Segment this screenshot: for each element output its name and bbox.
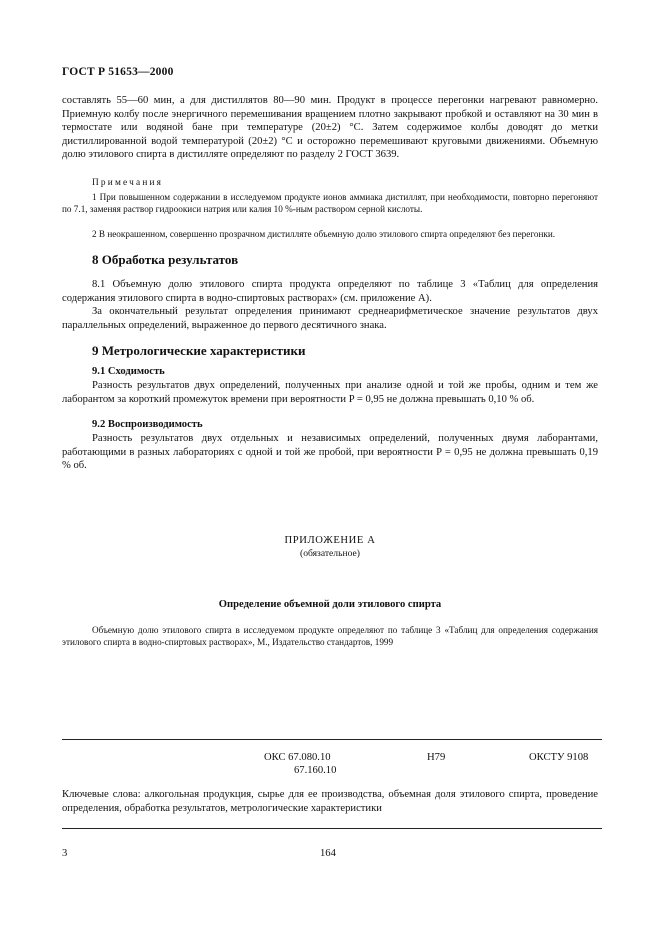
appendix-text: Объемную долю этилового спирта в исследуемом продукте определяют по таблице 3 «Таблиц для определения содержания этилового спирта в водно-спиртовых растворах», М., Издательство стандартов, 1999	[62, 625, 598, 647]
subsection-9-1-title: 9.1 Сходимость	[92, 366, 165, 377]
notes-label: Примечания	[92, 178, 164, 188]
note-2: 2 В неокрашенном, совершенно прозрачном дистилляте объемную долю этилового спирта определяют без перегонки.	[92, 229, 556, 239]
note-1: 1 При повышенном содержании в исследуемом продукте ионов аммиака дистиллят, при необходимости, повторно перегоняют по 7.1, заменяя раствор гидроокиси натрия или калия 10 %-ным раствором серной кислоты.	[62, 192, 598, 214]
top-divider	[62, 739, 602, 740]
page-number-left: 3	[62, 848, 68, 859]
section-8-paragraph-1: 8.1 Объемную долю этилового спирта продукта определяют по таблице 3 «Таблиц для определения содержания этилового спирта в водно-спиртовых растворах» (см. приложение А).	[62, 279, 598, 304]
category-code: Н79	[427, 752, 446, 763]
section-9-title: 9 Метрологические характеристики	[92, 343, 306, 358]
appendix-subtitle: (обязательное)	[300, 548, 360, 559]
subsection-9-1-text: Разность результатов двух определений, полученных при анализе одной и той же пробы, одним и тем же лаборантом за короткий промежуток времени при вероятности P = 0,95 не должна превышать 0,10 % об.	[62, 380, 598, 405]
page-number-center: 164	[320, 848, 336, 859]
bottom-divider	[62, 828, 602, 829]
document-code-header: ГОСТ Р 51653—2000	[62, 66, 174, 78]
appendix-title: ПРИЛОЖЕНИЕ А	[284, 535, 376, 546]
section-8-title: 8 Обработка результатов	[92, 252, 239, 267]
appendix-heading: Определение объемной доли этилового спирта	[218, 599, 442, 610]
oks-code-2: 67.160.10	[294, 765, 337, 776]
keywords: Ключевые слова: алкогольная продукция, сырье для ее производства, объемная доля этилового спирта, проведение определения, обработка результатов, метрологические характеристики	[62, 789, 598, 814]
subsection-9-2-text: Разность результатов двух отдельных и независимых определений, полученных двумя лаборантами, работающими в разных лабораториях с одной и той же пробой, при вероятности P = 0,95 не должна превышать 0,19 % об.	[62, 433, 598, 472]
okstu-code: ОКСТУ 9108	[529, 752, 589, 763]
section-8-paragraph-2: За окончательный результат определения принимают среднеарифметическое значение результатов двух параллельных определений, выраженное до первого десятичного знака.	[62, 306, 598, 331]
subsection-9-2-title: 9.2 Воспроизводимость	[92, 419, 203, 430]
continued-paragraph: составлять 55—60 мин, а для дистиллятов 80—90 мин. Продукт в процессе перегонки нагревают равномерно. Приемную колбу после энергичного перемешивания вращением плотно закрывают пробкой и оставляют на 30 мин в термостате или водяной бане при температуре (20±2) °С. Затем содержимое колбы доводят до метки дистиллированной водой температурой (20±2) °С и осторожно перемешивают круговыми движениями. Объемную долю этилового спирта в дистилляте определяют по разделу 2 ГОСТ 3639.	[62, 95, 598, 161]
oks-code-1: ОКС 67.080.10	[264, 752, 331, 763]
